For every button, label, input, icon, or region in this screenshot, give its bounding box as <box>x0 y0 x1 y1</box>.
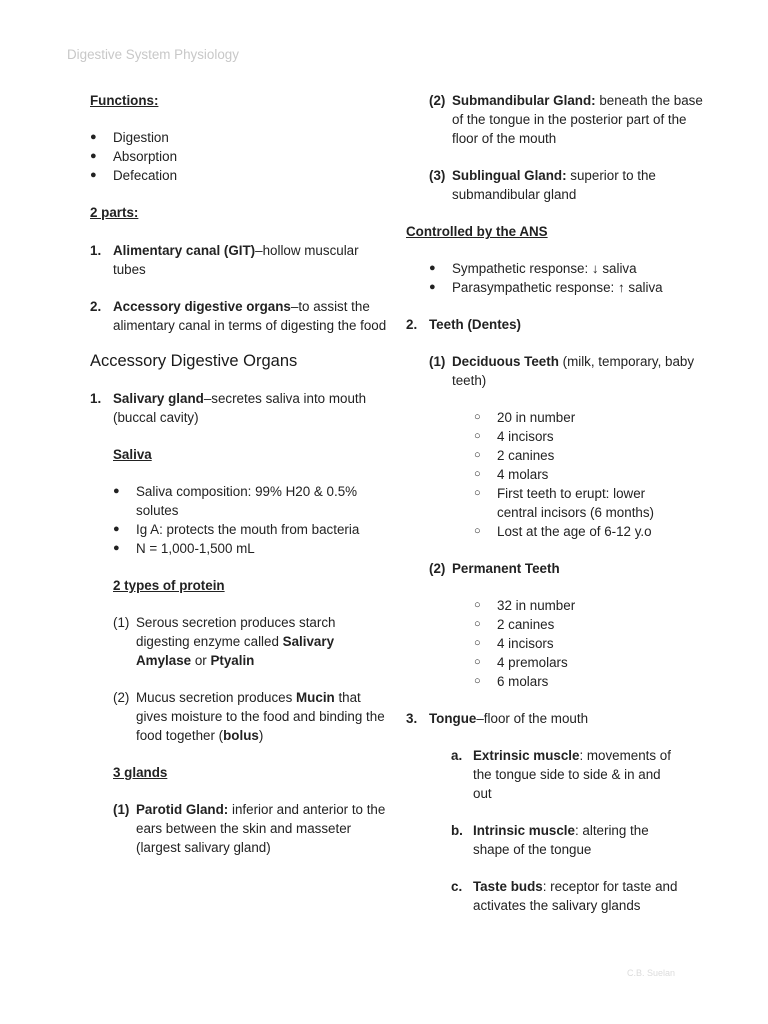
page-footer: C.B. Suelan <box>627 968 676 978</box>
teeth-item: 2. Teeth (Dentes) <box>406 317 522 332</box>
list-item: ○ 4 incisors <box>474 429 554 444</box>
ans-list <box>429 259 706 297</box>
circle-bullet-icon: ○ <box>474 430 481 442</box>
section-title: Accessory Digestive Organs <box>90 352 298 370</box>
list-item: ● Parasympathetic response: ↑ saliva <box>429 280 663 295</box>
circle-bullet-icon: ○ <box>474 525 481 537</box>
permanent-list <box>474 596 706 691</box>
list-item: ○ 4 incisors <box>474 636 554 651</box>
left-column <box>90 91 390 857</box>
bullet-icon: ● <box>90 150 97 162</box>
list-item: ○ 6 molars <box>474 674 549 689</box>
circle-bullet-icon: ○ <box>474 487 481 499</box>
list-item: ● Digestion <box>90 130 169 145</box>
bullet-icon: ● <box>429 262 436 274</box>
gland-item: (3) Sublingual Gland: superior to the submandibular gland <box>429 168 656 202</box>
deciduous-teeth-item: (1) Deciduous Teeth (milk, temporary, baby teeth) <box>429 354 695 388</box>
list-item: ● Defecation <box>90 168 178 183</box>
glands-heading: 3 glands <box>113 765 168 780</box>
circle-bullet-icon: ○ <box>474 656 481 668</box>
list-item: ○ 4 molars <box>474 467 549 482</box>
circle-bullet-icon: ○ <box>474 468 481 480</box>
saliva-list <box>113 482 390 558</box>
part-item: 1. Alimentary canal (GIT)–hollow muscular tubes <box>90 243 359 277</box>
page-header: Digestive System Physiology <box>67 47 239 62</box>
list-item: ● Absorption <box>90 149 178 164</box>
circle-bullet-icon: ○ <box>474 449 481 461</box>
parts-heading: 2 parts: <box>90 205 139 220</box>
bullet-icon: ● <box>113 542 120 554</box>
tongue-item: 3. Tongue–floor of the mouth <box>406 711 589 726</box>
circle-bullet-icon: ○ <box>474 411 481 423</box>
tongue-sub-item: c. Taste buds: receptor for taste and activates the salivary glands <box>451 879 678 913</box>
circle-bullet-icon: ○ <box>474 675 481 687</box>
bullet-icon: ● <box>113 485 120 497</box>
functions-list <box>90 128 390 185</box>
list-item: ● N = 1,000-1,500 mL <box>113 541 255 556</box>
bullet-icon: ● <box>90 131 97 143</box>
protein-heading: 2 types of protein <box>113 578 225 593</box>
list-item: ● Sympathetic response: ↓ saliva <box>429 261 637 276</box>
list-item: ○ Lost at the age of 6-12 y.o <box>474 524 652 539</box>
list-item: ● Ig A: protects the mouth from bacteria <box>113 522 360 537</box>
deciduous-list <box>474 408 674 541</box>
bullet-icon: ● <box>90 169 97 181</box>
list-item: ○ 20 in number <box>474 410 576 425</box>
part-item: 2. Accessory digestive organs–to assist the alimentary canal in terms of digesting the food <box>90 299 387 333</box>
saliva-heading: Saliva <box>113 447 152 462</box>
list-item: ● Saliva composition: 99% H20 & 0.5% solutes <box>113 484 358 518</box>
tongue-sub-item: b. Intrinsic muscle: altering the shape of the tongue <box>451 823 649 857</box>
list-item: ○ 2 canines <box>474 617 555 632</box>
functions-heading: Functions: <box>90 93 159 108</box>
gland-item: (1) Parotid Gland: inferior and anterior to the ears between the skin and masseter (largest salivary gland) <box>113 802 386 855</box>
right-column <box>406 91 706 915</box>
list-item: ○ 32 in number <box>474 598 576 613</box>
salivary-gland-item: 1. Salivary gland–secretes saliva into mouth (buccal cavity) <box>90 391 367 425</box>
circle-bullet-icon: ○ <box>474 637 481 649</box>
circle-bullet-icon: ○ <box>474 618 481 630</box>
list-item: ○ First teeth to erupt: lower central incisors (6 months) <box>474 486 655 520</box>
protein-item: (1) Serous secretion produces starch digesting enzyme called Salivary Amylase or Ptyalin <box>113 615 336 668</box>
bullet-icon: ● <box>113 523 120 535</box>
list-item: ○ 4 premolars <box>474 655 568 670</box>
tongue-sub-item: a. Extrinsic muscle: movements of the tongue side to side & in and out <box>451 748 671 801</box>
bullet-icon: ● <box>429 281 436 293</box>
permanent-teeth-item: (2) Permanent Teeth <box>429 561 560 576</box>
list-item: ○ 2 canines <box>474 448 555 463</box>
protein-item: (2) Mucus secretion produces Mucin that gives moisture to the food and binding the food together (bolus) <box>113 690 385 743</box>
circle-bullet-icon: ○ <box>474 599 481 611</box>
ans-heading: Controlled by the ANS <box>406 224 548 239</box>
gland-item: (2) Submandibular Gland: beneath the base of the tongue in the posterior part of the floor of the mouth <box>429 93 703 146</box>
